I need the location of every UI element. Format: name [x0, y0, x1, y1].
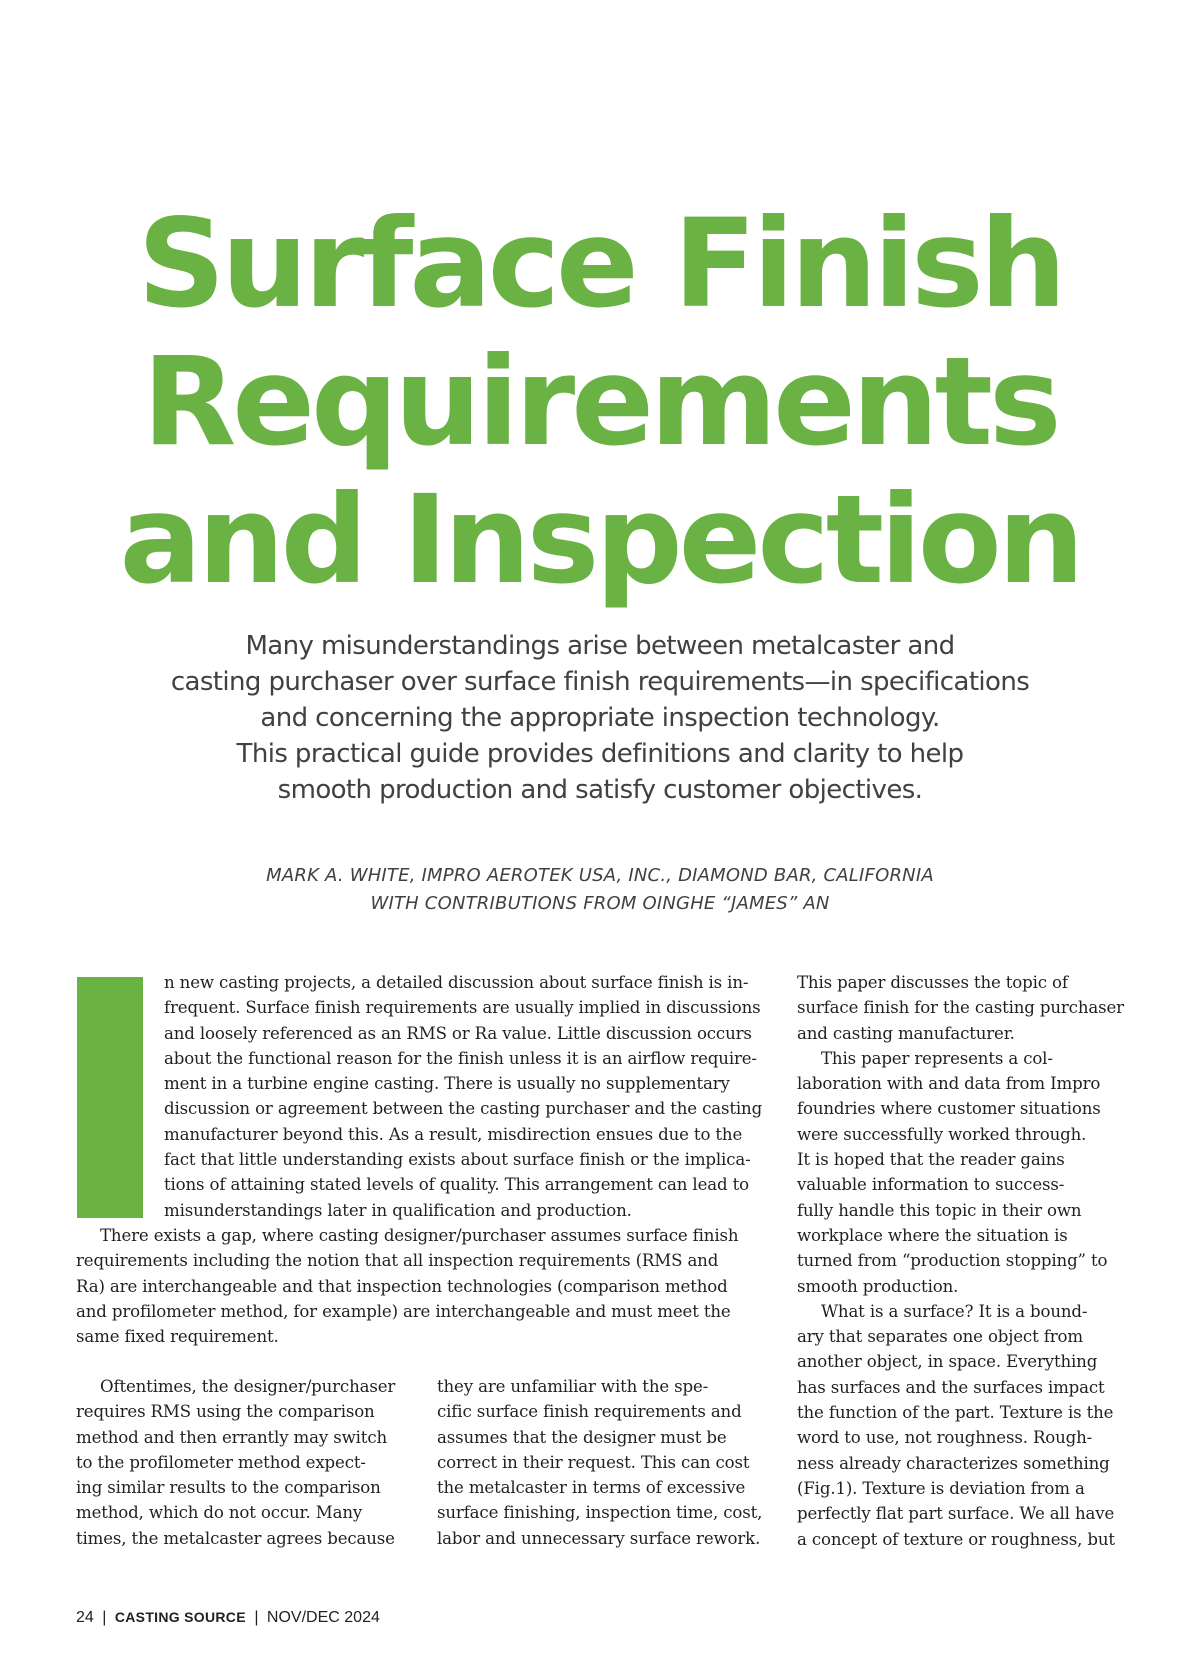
publication-name: CASTING SOURCE	[114, 1609, 246, 1625]
body-line: the metalcaster in terms of excessive	[437, 1478, 746, 1498]
body-line: about the functional reason for the finish unless it is an airflow require-	[164, 1048, 757, 1068]
page-number: 24	[76, 1609, 94, 1626]
body-line: perfectly flat part surface. We all have	[797, 1504, 1115, 1524]
body-line: discussion or agreement between the casting purchaser and the casting	[164, 1099, 763, 1119]
article-title	[40, 195, 1160, 609]
column-middle	[437, 1374, 767, 1551]
drop-cap-i	[77, 977, 143, 1218]
body-line: Oftentimes, the designer/purchaser	[100, 1377, 396, 1396]
body-line: ary that separates one object from	[797, 1327, 1083, 1347]
body-line: workplace where the situation is	[797, 1225, 1068, 1245]
deck-line: smooth production and satisfy customer objectives.	[277, 775, 923, 805]
body-line: misunderstandings later in qualification and production.	[164, 1200, 632, 1220]
body-line: surface finish for the casting purchaser	[797, 998, 1124, 1018]
deck-line: casting purchaser over surface finish requirements—in specifications	[170, 667, 1030, 697]
body-line: the function of the part. Texture is the	[797, 1403, 1114, 1423]
column-left	[76, 1374, 396, 1551]
byline-line: WITH CONTRIBUTIONS FROM OINGHE “JAMES” AN	[370, 893, 830, 914]
body-line: another object, in space. Everything	[797, 1352, 1098, 1372]
deck-line: This practical guide provides definitions and clarity to help	[236, 739, 964, 769]
body-line: It is hoped that the reader gains	[797, 1150, 1065, 1170]
footer-separator: |	[254, 1609, 259, 1626]
body-line: There exists a gap, where casting designer/purchaser assumes surface finish	[100, 1226, 739, 1245]
article-deck	[80, 628, 1120, 808]
body-line: turned from “production stopping” to	[797, 1251, 1108, 1271]
body-line: laboration with and data from Impro	[797, 1074, 1101, 1094]
body-line: This paper represents a col-	[821, 1048, 1053, 1068]
body-line: assumes that the designer must be	[437, 1427, 727, 1447]
byline-line: MARK A. WHITE, IMPRO AEROTEK USA, INC., DIAMOND BAR, CALIFORNIA	[266, 865, 934, 886]
column-right	[797, 970, 1127, 1552]
body-line: method and then errantly may switch	[76, 1427, 388, 1447]
body-line: and casting manufacturer.	[797, 1023, 1015, 1043]
body-line: This paper discusses the topic of	[797, 973, 1068, 992]
body-line: frequent. Surface finish requirements are usually implied in discussions	[164, 998, 761, 1018]
body-line: fully handle this topic in their own	[797, 1200, 1082, 1220]
issue-date: NOV/DEC 2024	[266, 1609, 380, 1626]
author-byline	[100, 862, 1100, 918]
body-line: Ra) are interchangeable and that inspection technologies (comparison method	[76, 1276, 728, 1296]
body-line: method, which do not occur. Many	[76, 1503, 363, 1523]
deck-line: and concerning the appropriate inspection technology.	[260, 703, 940, 733]
body-line: a concept of texture or roughness, but	[797, 1529, 1115, 1549]
body-line: times, the metalcaster agrees because	[76, 1528, 395, 1548]
body-line: correct in their request. This can cost	[437, 1452, 750, 1472]
title-line: and Inspection	[119, 469, 1081, 611]
body-line: What is a surface? It is a bound-	[821, 1301, 1088, 1321]
deck-line: Many misunderstandings arise between metalcaster and	[245, 631, 955, 661]
body-line: to the profilometer method expect-	[76, 1452, 366, 1472]
body-line: valuable information to success-	[797, 1175, 1065, 1195]
body-line: ness already characterizes something	[797, 1453, 1110, 1473]
footer-separator: |	[102, 1609, 107, 1626]
gap-paragraph	[76, 1223, 756, 1349]
body-line: surface finishing, inspection time, cost,	[437, 1503, 763, 1523]
body-line: has surfaces and the surfaces impact	[797, 1377, 1105, 1397]
body-line: smooth production.	[797, 1276, 959, 1296]
body-line: fact that little understanding exists about surface finish or the implica-	[164, 1150, 751, 1170]
body-line: manufacturer beyond this. As a result, misdirection ensues due to the	[164, 1124, 743, 1144]
body-line: and loosely referenced as an RMS or Ra value. Little discussion occurs	[164, 1023, 752, 1043]
title-line: Requirements	[142, 331, 1058, 473]
body-line: tions of attaining stated levels of quality. This arrangement can lead to	[164, 1175, 749, 1195]
body-line: labor and unnecessary surface rework.	[437, 1528, 761, 1548]
body-line: requires RMS using the comparison	[76, 1402, 375, 1422]
body-line: n new casting projects, a detailed discussion about surface finish is in-	[164, 973, 749, 992]
body-line: foundries where customer situations	[797, 1099, 1101, 1119]
intro-paragraph	[164, 970, 764, 1223]
body-line: were successfully worked through.	[797, 1124, 1087, 1144]
body-line: they are unfamiliar with the spe-	[437, 1377, 709, 1396]
body-line: same fixed requirement.	[76, 1327, 279, 1347]
body-line: and profilometer method, for example) are interchangeable and must meet the	[76, 1301, 731, 1321]
body-line: word to use, not roughness. Rough-	[797, 1428, 1093, 1448]
body-line: ing similar results to the comparison	[76, 1478, 381, 1498]
title-line: Surface Finish	[137, 193, 1063, 335]
page-footer	[76, 1609, 380, 1627]
body-line: (Fig.1). Texture is deviation from a	[797, 1478, 1085, 1498]
body-line: ment in a turbine engine casting. There is usually no supplementary	[164, 1074, 730, 1094]
body-line: cific surface finish requirements and	[437, 1402, 742, 1422]
body-line: requirements including the notion that all inspection requirements (RMS and	[76, 1251, 719, 1271]
